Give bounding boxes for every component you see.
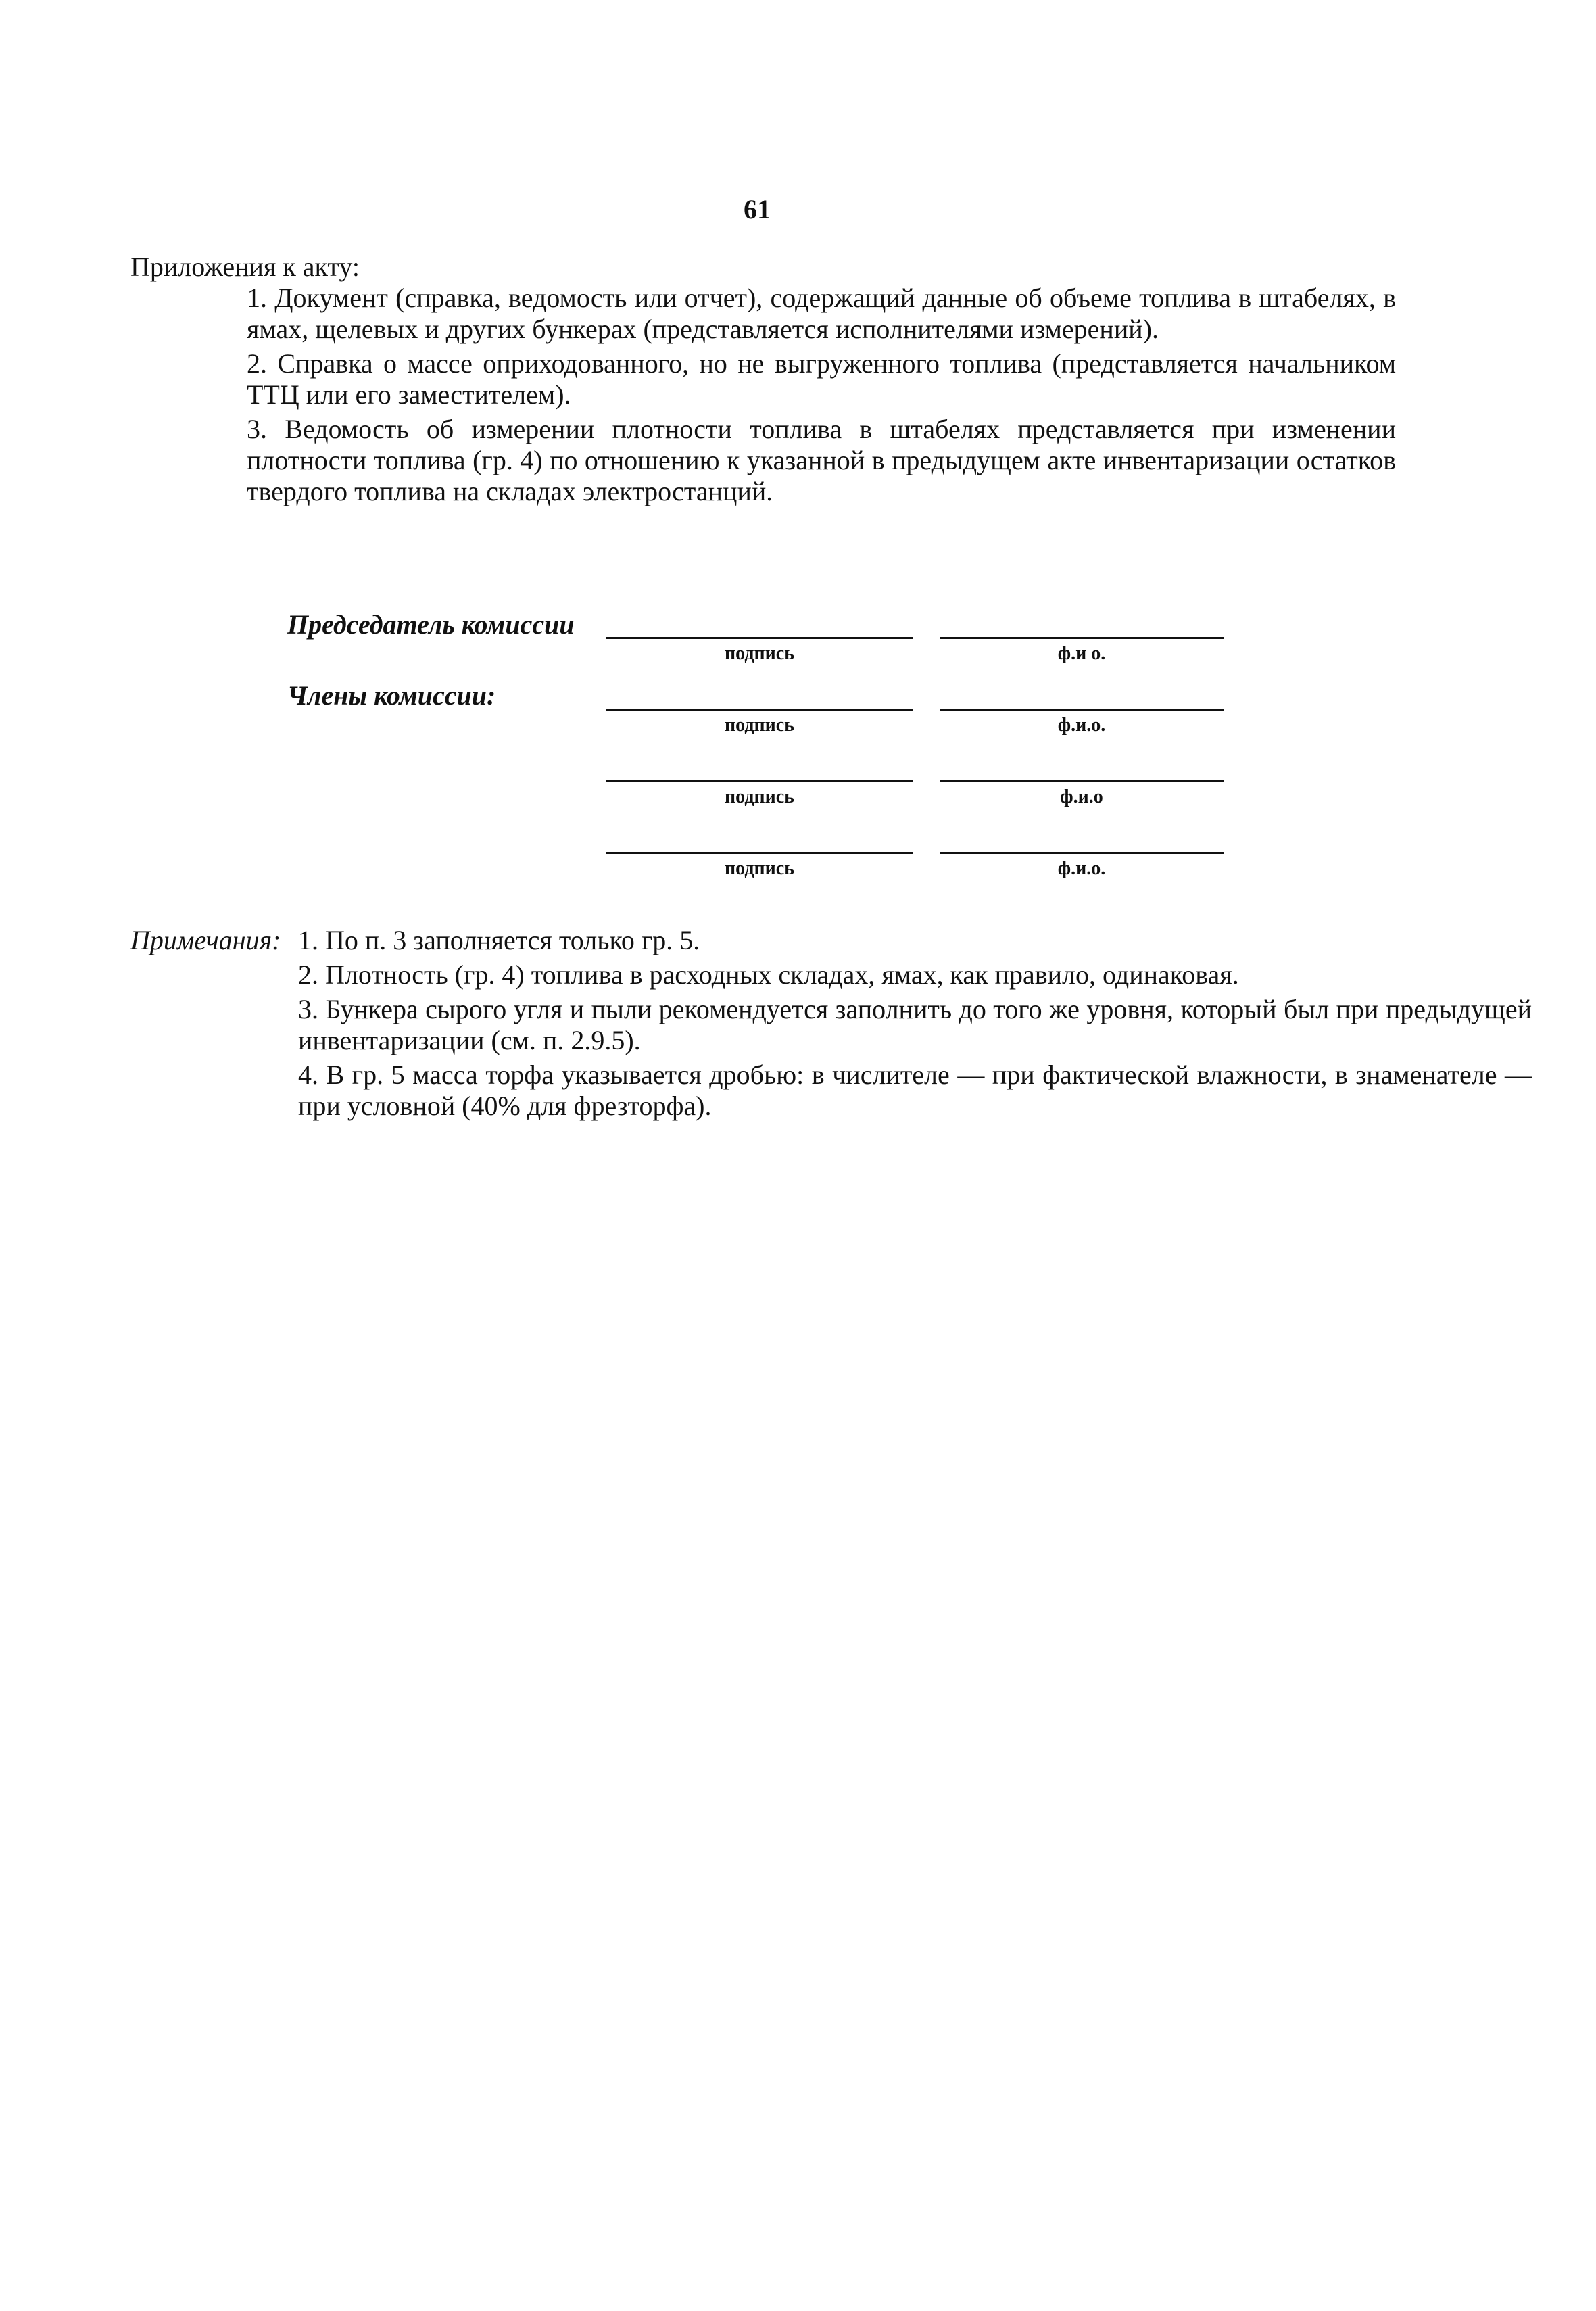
signature-caption: подпись [725,858,794,879]
signature-block [0,0,1596,947]
name-caption: ф.и о. [1057,643,1106,664]
signature-caption: подпись [725,786,794,807]
name-caption: ф.и.о [1060,786,1103,807]
signature-line [606,709,913,711]
name-caption: ф.и.о. [1057,715,1106,736]
appendix-item-3: 3. Ведомость об измерении плотности топлива в штабелях представляется при изменении плотности топлива (гр. 4) по отношению к указанной в предыдущем акте инвентаризации остатков твердого топлива на складах электростанций. [247,414,1396,506]
appendix-item-2: 2. Справка о массе оприходованного, но не выгруженного топлива (представляется начальником ТТЦ или его заместителем). [247,348,1396,410]
appendix-heading: Приложения к акту: [130,252,360,282]
appendix-item-1: 1. Документ (справка, ведомость или отчет), содержащий данные об объеме топлива в штабелях, в ямах, щелевых и других бункерах (представляется исполнителями измерений). [247,283,1396,344]
name-line [940,637,1224,639]
signature-line [606,780,913,782]
note-item-4: 4. В гр. 5 масса торфа указывается дробью: в числителе — при фактической влажности, в знаменателе — при условной (40% для фрезторфа). [298,1059,1532,1121]
notes-list [298,925,1532,1125]
note-item-2: 2. Плотность (гр. 4) топлива в расходных складах, ямах, как правило, одинаковая. [298,959,1239,990]
name-line [940,709,1224,711]
note-item-3: 3. Бункера сырого угля и пыли рекомендуется заполнить до того же уровня, который был при предыдущей инвентаризации (см. п. 2.9.5). [298,994,1532,1055]
name-line [940,852,1224,854]
members-label: Члены комиссии: [287,680,496,711]
signature-caption: подпись [725,643,794,664]
signature-caption: подпись [725,715,794,736]
signature-line [606,852,913,854]
name-line [940,780,1224,782]
name-caption: ф.и.о. [1057,858,1106,879]
notes-label: Примечания: [130,925,281,955]
chairman-label: Председатель комиссии [287,609,575,640]
note-item-1: 1. По п. 3 заполняется только гр. 5. [298,925,700,955]
page-number: 61 [744,194,771,224]
signature-line [606,637,913,639]
